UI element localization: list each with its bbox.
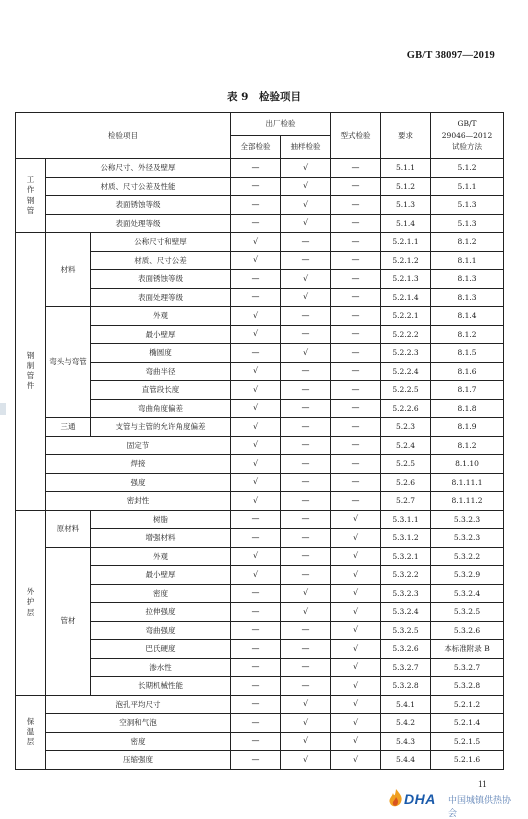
header-full-inspection: 全部检验 bbox=[231, 136, 281, 159]
row-full: — bbox=[231, 584, 281, 603]
row-sample: — bbox=[281, 362, 331, 381]
row-full: √ bbox=[231, 251, 281, 270]
table-row bbox=[16, 436, 504, 455]
row-type: — bbox=[331, 381, 381, 400]
row-method: 8.1.7 bbox=[431, 381, 504, 400]
flame-icon bbox=[386, 788, 406, 810]
row-item: 材质、尺寸公差 bbox=[91, 251, 231, 270]
row-requirement: 5.4.3 bbox=[381, 732, 431, 751]
row-type: — bbox=[331, 233, 381, 252]
row-full: — bbox=[231, 732, 281, 751]
header-test-method bbox=[431, 113, 504, 159]
row-method: 8.1.2 bbox=[431, 436, 504, 455]
row-sample: √ bbox=[281, 288, 331, 307]
row-sample: — bbox=[281, 381, 331, 400]
row-sample: — bbox=[281, 233, 331, 252]
row-item: 密度 bbox=[91, 584, 231, 603]
row-requirement: 5.4.4 bbox=[381, 751, 431, 770]
row-sample: — bbox=[281, 325, 331, 344]
row-full: — bbox=[231, 159, 281, 178]
page-number: 11 bbox=[478, 779, 487, 789]
row-requirement: 5.2.6 bbox=[381, 473, 431, 492]
row-type: √ bbox=[331, 603, 381, 622]
row-full: — bbox=[231, 196, 281, 215]
organization-name: 中国城镇供热协会 bbox=[448, 796, 512, 819]
row-sample: √ bbox=[281, 270, 331, 289]
row-type: √ bbox=[331, 732, 381, 751]
dha-logo bbox=[386, 788, 516, 819]
row-requirement: 5.1.4 bbox=[381, 214, 431, 233]
row-requirement: 5.4.2 bbox=[381, 714, 431, 733]
table-row bbox=[16, 473, 504, 492]
row-sample: √ bbox=[281, 603, 331, 622]
row-full: √ bbox=[231, 399, 281, 418]
row-sample: — bbox=[281, 547, 331, 566]
row-requirement: 5.3.1.2 bbox=[381, 529, 431, 548]
row-method: 8.1.3 bbox=[431, 288, 504, 307]
row-requirement: 5.3.2.2 bbox=[381, 566, 431, 585]
row-type: — bbox=[331, 288, 381, 307]
row-full: — bbox=[231, 288, 281, 307]
row-item: 弯曲角度偏差 bbox=[91, 399, 231, 418]
row-method: 5.1.2 bbox=[431, 159, 504, 178]
table-row bbox=[16, 307, 504, 326]
table-row bbox=[16, 714, 504, 733]
table-row bbox=[16, 492, 504, 511]
row-sample: — bbox=[281, 455, 331, 474]
row-requirement: 5.2.7 bbox=[381, 492, 431, 511]
row-method: 8.1.11.1 bbox=[431, 473, 504, 492]
row-type: — bbox=[331, 214, 381, 233]
row-sample: — bbox=[281, 307, 331, 326]
table-row bbox=[16, 510, 504, 529]
row-method: 8.1.11.2 bbox=[431, 492, 504, 511]
table-row bbox=[16, 732, 504, 751]
row-item: 表面处理等级 bbox=[91, 288, 231, 307]
row-method: 8.1.4 bbox=[431, 307, 504, 326]
row-full: — bbox=[231, 714, 281, 733]
row-sample: — bbox=[281, 640, 331, 659]
row-full: — bbox=[231, 177, 281, 196]
row-requirement: 5.1.1 bbox=[381, 159, 431, 178]
row-sample: — bbox=[281, 418, 331, 437]
table-row bbox=[16, 196, 504, 215]
row-item: 表面锈蚀等级 bbox=[91, 270, 231, 289]
row-requirement: 5.3.2.3 bbox=[381, 584, 431, 603]
row-type: — bbox=[331, 399, 381, 418]
row-sample: — bbox=[281, 473, 331, 492]
row-method: 8.1.9 bbox=[431, 418, 504, 437]
row-requirement: 5.2.2.5 bbox=[381, 381, 431, 400]
row-full: √ bbox=[231, 473, 281, 492]
row-item: 密度 bbox=[46, 732, 231, 751]
subgroup-tee: 三通 bbox=[46, 418, 91, 437]
row-requirement: 5.3.1.1 bbox=[381, 510, 431, 529]
row-method: 8.1.5 bbox=[431, 344, 504, 363]
row-full: √ bbox=[231, 455, 281, 474]
row-type: — bbox=[331, 196, 381, 215]
header-factory-test: 出厂检验 bbox=[231, 113, 331, 136]
row-sample: — bbox=[281, 529, 331, 548]
row-type: √ bbox=[331, 640, 381, 659]
row-method: 5.1.3 bbox=[431, 196, 504, 215]
row-full: — bbox=[231, 751, 281, 770]
table-row bbox=[16, 547, 504, 566]
row-sample: √ bbox=[281, 214, 331, 233]
row-full: √ bbox=[231, 547, 281, 566]
row-type: √ bbox=[331, 658, 381, 677]
row-item: 支管与主管的允许角度偏差 bbox=[91, 418, 231, 437]
row-item: 最小壁厚 bbox=[91, 325, 231, 344]
row-requirement: 5.2.5 bbox=[381, 455, 431, 474]
row-requirement: 5.2.4 bbox=[381, 436, 431, 455]
row-type: — bbox=[331, 307, 381, 326]
row-requirement: 5.3.2.6 bbox=[381, 640, 431, 659]
row-method: 8.1.8 bbox=[431, 399, 504, 418]
row-full: — bbox=[231, 658, 281, 677]
header-item: 检验项目 bbox=[16, 113, 231, 159]
row-item: 渗水性 bbox=[91, 658, 231, 677]
row-type: √ bbox=[331, 677, 381, 696]
logo-letters: DHA bbox=[404, 791, 436, 807]
row-item: 增强材料 bbox=[91, 529, 231, 548]
row-method: 5.2.1.2 bbox=[431, 695, 504, 714]
inspection-table bbox=[15, 112, 504, 770]
group-work-pipe: 工作钢管 bbox=[16, 159, 46, 233]
header-method-line3: 试验方法 bbox=[452, 142, 483, 152]
row-item: 外观 bbox=[91, 307, 231, 326]
row-method: 5.2.1.5 bbox=[431, 732, 504, 751]
subgroup-raw-materials: 原材料 bbox=[46, 510, 91, 547]
row-method: 5.3.2.6 bbox=[431, 621, 504, 640]
row-type: — bbox=[331, 492, 381, 511]
row-sample: √ bbox=[281, 159, 331, 178]
row-item: 泡孔平均尺寸 bbox=[46, 695, 231, 714]
row-type: √ bbox=[331, 566, 381, 585]
row-item: 强度 bbox=[46, 473, 231, 492]
row-full: — bbox=[231, 510, 281, 529]
row-method: 5.3.2.9 bbox=[431, 566, 504, 585]
row-method: 5.3.2.3 bbox=[431, 510, 504, 529]
row-requirement: 5.2.3 bbox=[381, 418, 431, 437]
row-method: 5.1.1 bbox=[431, 177, 504, 196]
row-item: 巴氏硬度 bbox=[91, 640, 231, 659]
header-method-line1: GB/T bbox=[457, 119, 477, 129]
row-full: — bbox=[231, 621, 281, 640]
row-sample: — bbox=[281, 510, 331, 529]
row-full: — bbox=[231, 214, 281, 233]
row-full: √ bbox=[231, 362, 281, 381]
table-row bbox=[16, 455, 504, 474]
header-method-line2: 29046—2012 bbox=[441, 130, 493, 140]
row-full: — bbox=[231, 677, 281, 696]
row-full: √ bbox=[231, 418, 281, 437]
row-requirement: 5.4.1 bbox=[381, 695, 431, 714]
row-sample: √ bbox=[281, 751, 331, 770]
row-sample: — bbox=[281, 436, 331, 455]
row-requirement: 5.2.1.2 bbox=[381, 251, 431, 270]
row-method: 本标准附录 B bbox=[431, 640, 504, 659]
row-sample: — bbox=[281, 399, 331, 418]
row-method: 5.3.2.5 bbox=[431, 603, 504, 622]
row-requirement: 5.3.2.5 bbox=[381, 621, 431, 640]
row-type: — bbox=[331, 362, 381, 381]
row-method: 5.1.3 bbox=[431, 214, 504, 233]
row-full: √ bbox=[231, 307, 281, 326]
row-requirement: 5.3.2.8 bbox=[381, 677, 431, 696]
row-full: — bbox=[231, 344, 281, 363]
row-method: 5.2.1.6 bbox=[431, 751, 504, 770]
row-full: √ bbox=[231, 381, 281, 400]
row-requirement: 5.2.2.6 bbox=[381, 399, 431, 418]
row-type: √ bbox=[331, 695, 381, 714]
row-sample: — bbox=[281, 658, 331, 677]
row-requirement: 5.2.1.1 bbox=[381, 233, 431, 252]
table-row bbox=[16, 214, 504, 233]
row-type: — bbox=[331, 159, 381, 178]
row-requirement: 5.1.2 bbox=[381, 177, 431, 196]
row-sample: — bbox=[281, 621, 331, 640]
row-type: √ bbox=[331, 547, 381, 566]
row-sample: √ bbox=[281, 344, 331, 363]
group-insulation: 保温层 bbox=[16, 695, 46, 769]
row-type: — bbox=[331, 418, 381, 437]
row-sample: √ bbox=[281, 714, 331, 733]
row-sample: — bbox=[281, 677, 331, 696]
table-row bbox=[16, 177, 504, 196]
row-type: — bbox=[331, 251, 381, 270]
row-requirement: 5.2.2.3 bbox=[381, 344, 431, 363]
row-requirement: 5.2.2.1 bbox=[381, 307, 431, 326]
row-full: — bbox=[231, 695, 281, 714]
row-item: 公称尺寸、外径及壁厚 bbox=[46, 159, 231, 178]
row-sample: √ bbox=[281, 177, 331, 196]
row-sample: √ bbox=[281, 196, 331, 215]
row-type: — bbox=[331, 473, 381, 492]
row-full: — bbox=[231, 640, 281, 659]
row-type: — bbox=[331, 455, 381, 474]
row-type: √ bbox=[331, 584, 381, 603]
row-full: √ bbox=[231, 566, 281, 585]
row-item: 焊接 bbox=[46, 455, 231, 474]
table-row bbox=[16, 418, 504, 437]
row-type: — bbox=[331, 270, 381, 289]
row-method: 5.3.2.3 bbox=[431, 529, 504, 548]
row-item: 椭圆度 bbox=[91, 344, 231, 363]
row-method: 5.2.1.4 bbox=[431, 714, 504, 733]
header-requirement: 要求 bbox=[381, 113, 431, 159]
row-method: 8.1.2 bbox=[431, 233, 504, 252]
subgroup-bends: 弯头与弯管 bbox=[46, 307, 91, 418]
row-full: — bbox=[231, 529, 281, 548]
row-type: √ bbox=[331, 529, 381, 548]
row-type: — bbox=[331, 344, 381, 363]
row-method: 8.1.3 bbox=[431, 270, 504, 289]
row-full: √ bbox=[231, 492, 281, 511]
row-type: — bbox=[331, 177, 381, 196]
row-item: 长期机械性能 bbox=[91, 677, 231, 696]
page-edge-marker bbox=[0, 403, 6, 415]
row-method: 8.1.2 bbox=[431, 325, 504, 344]
row-sample: √ bbox=[281, 732, 331, 751]
row-requirement: 5.2.1.3 bbox=[381, 270, 431, 289]
row-item: 外观 bbox=[91, 547, 231, 566]
header-sample-inspection: 抽样检验 bbox=[281, 136, 331, 159]
row-requirement: 5.2.1.4 bbox=[381, 288, 431, 307]
row-full: √ bbox=[231, 233, 281, 252]
row-method: 8.1.1 bbox=[431, 251, 504, 270]
row-type: √ bbox=[331, 751, 381, 770]
table-title: 表 9 检验项目 bbox=[227, 91, 301, 103]
row-full: √ bbox=[231, 436, 281, 455]
subgroup-materials: 材料 bbox=[46, 233, 91, 307]
row-sample: — bbox=[281, 251, 331, 270]
row-item: 空洞和气泡 bbox=[46, 714, 231, 733]
row-item: 密封性 bbox=[46, 492, 231, 511]
row-requirement: 5.3.2.1 bbox=[381, 547, 431, 566]
row-full: √ bbox=[231, 325, 281, 344]
row-method: 8.1.6 bbox=[431, 362, 504, 381]
standard-code: GB/T 38097—2019 bbox=[406, 50, 495, 61]
row-item: 树脂 bbox=[91, 510, 231, 529]
row-type: √ bbox=[331, 714, 381, 733]
group-steel-fittings: 钢制管件 bbox=[16, 233, 46, 511]
row-full: — bbox=[231, 603, 281, 622]
row-type: √ bbox=[331, 510, 381, 529]
row-type: √ bbox=[331, 621, 381, 640]
row-method: 5.3.2.2 bbox=[431, 547, 504, 566]
row-full: — bbox=[231, 270, 281, 289]
row-method: 5.3.2.4 bbox=[431, 584, 504, 603]
row-item: 最小壁厚 bbox=[91, 566, 231, 585]
row-type: — bbox=[331, 325, 381, 344]
row-type: — bbox=[331, 436, 381, 455]
row-item: 拉伸强度 bbox=[91, 603, 231, 622]
row-item: 表面锈蚀等级 bbox=[46, 196, 231, 215]
row-requirement: 5.3.2.7 bbox=[381, 658, 431, 677]
row-method: 5.3.2.8 bbox=[431, 677, 504, 696]
subgroup-pipe-material: 管材 bbox=[46, 547, 91, 695]
row-item: 压缩强度 bbox=[46, 751, 231, 770]
row-item: 表面处理等级 bbox=[46, 214, 231, 233]
row-requirement: 5.3.2.4 bbox=[381, 603, 431, 622]
group-outer-casing: 外护层 bbox=[16, 510, 46, 695]
row-sample: √ bbox=[281, 584, 331, 603]
row-item: 材质、尺寸公差及性能 bbox=[46, 177, 231, 196]
row-item: 固定节 bbox=[46, 436, 231, 455]
row-item: 直管段长度 bbox=[91, 381, 231, 400]
row-item: 公称尺寸和壁厚 bbox=[91, 233, 231, 252]
row-method: 8.1.10 bbox=[431, 455, 504, 474]
table-row bbox=[16, 159, 504, 178]
row-requirement: 5.2.2.4 bbox=[381, 362, 431, 381]
row-item: 弯曲半径 bbox=[91, 362, 231, 381]
row-item: 弯曲强度 bbox=[91, 621, 231, 640]
row-requirement: 5.2.2.2 bbox=[381, 325, 431, 344]
row-sample: — bbox=[281, 566, 331, 585]
table-row bbox=[16, 233, 504, 252]
header-type-test: 型式检验 bbox=[331, 113, 381, 159]
table-row bbox=[16, 751, 504, 770]
row-method: 5.3.2.7 bbox=[431, 658, 504, 677]
row-sample: — bbox=[281, 492, 331, 511]
table-row bbox=[16, 695, 504, 714]
row-requirement: 5.1.3 bbox=[381, 196, 431, 215]
row-sample: √ bbox=[281, 695, 331, 714]
